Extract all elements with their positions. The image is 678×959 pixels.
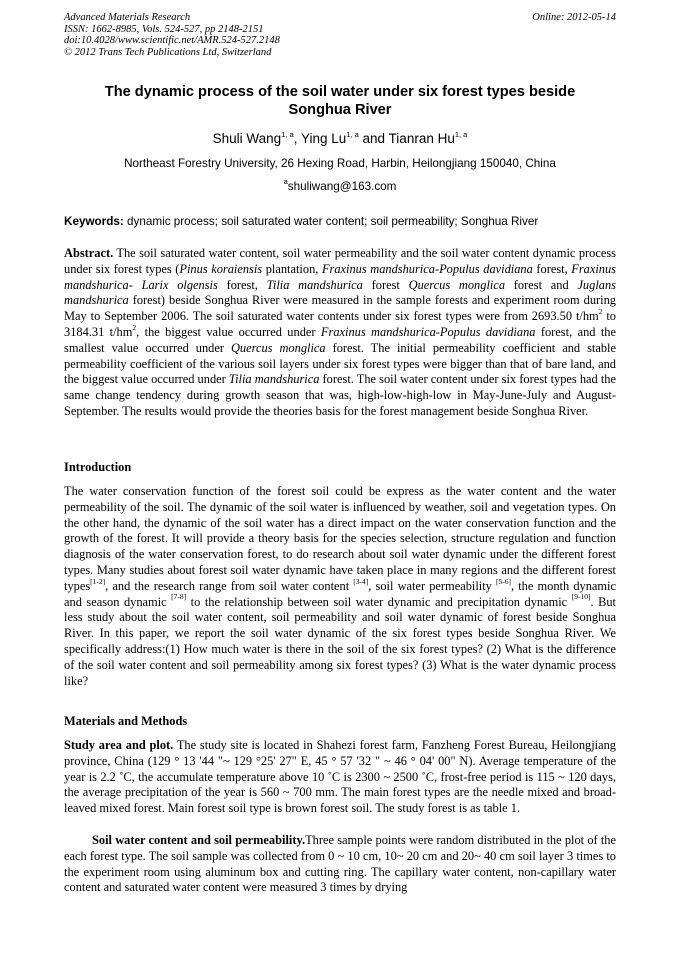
study-area-label: Study area and plot.: [64, 738, 174, 752]
methods-heading: Materials and Methods: [64, 714, 188, 728]
citation: [5-6]: [496, 576, 511, 586]
author-name: Ying Lu: [300, 131, 347, 146]
study-area-paragraph: Study area and plot. The study site is located in Shahezi forest farm, Fanzheng Forest Bureau, Heilongjiang province, China (129 ° 13 '44 "~ 129 °25' 27" E, 45 ° 57 '32 " ~ 46 ° 04' 00" N). Average temperature of the year is 2.2 ˚C, the accumulate temperature above 10 ˚C is 2300 ~ 2500 ˚C, frost-free period is 115 ~ 120 days, the average precipitation of the year is 560 ~ 700 mm. The main forest types are the needle mixed and broad-leaved mixed forest. Main forest soil type is brown forest soil. The study forest is as table 1.: [64, 738, 617, 816]
author-affiliation-mark: 1, a: [281, 129, 294, 139]
citation: [1-2]: [90, 576, 106, 586]
issn-line: ISSN: 1662-8985, Vols. 524-527, pp 2148-2151: [64, 23, 264, 35]
author-name: Tianran Hu: [388, 131, 455, 146]
copyright-line: © 2012 Trans Tech Publications Ltd, Switzerland: [64, 46, 272, 58]
online-date: Online: 2012-05-14: [532, 12, 616, 23]
citation: [7-8]: [171, 592, 187, 602]
author-list: Shuli Wang$^{1, a}$, Ying Lu$^{1, a}$ and Tianran Hu$^{1, a}$: [212, 129, 468, 146]
soil-water-paragraph: Soil water content and soil permeability.Three sample points were random distributed in the plot of the each forest type. The soil sample was collected from 0 ~ 10 cm, 10~ 20 cm and 20~ 40 cm soil layer 3 times to the experiment room using aluminum box and cutting ring. The capillary water content, non-capillary water content and saturated water content were measured 3 times by drying: [64, 833, 616, 895]
citation: [9-10]: [571, 592, 591, 602]
email-line: $^a$shuliwang@163.com: [283, 177, 397, 193]
paper-title: The dynamic process of the soil water under six forest types beside Songhua River: [104, 84, 576, 118]
abstract-paragraph: Abstract. The soil saturated water content, soil water permeability and the soil water content dynamic process under six forest types (Pinus koraiensis plantation, Fraxinus mandshurica-Populus davidiana forest, Fraxinus mandshurica- Larix olgensis forest, Tilia mandshurica forest Quercus monglica forest and Juglans mandshurica forest) beside Songhua River were measured in the sample forests and experiment room during May to September 2006. The soil saturated water contents under six forest types were from 2693.50 $t/hm^2$ to 3184.31 $t/hm^2$, the biggest value occurred under Fraxinus mandshurica-Populus davidiana forest, and the smallest value occurred under Quercus monglica forest. The initial permeability coefficient and stable permeability coefficient of the various soil layers under six forest types were bigger than that of bare land, and the biggest value occurred under Tilia mandshurica forest. The soil water content under six forest types had the same change tendency during growth season that was, high-low-high-low in May-June-July and August-September. The results would provide the theories basis for the forest management beside Songhua River.: [64, 246, 616, 418]
keywords-text: dynamic process; soil saturated water content; soil permeability; Songhua River: [123, 215, 539, 228]
author-name: Shuli Wang: [212, 131, 282, 146]
author-affiliation-mark: 1, a: [346, 129, 359, 139]
citation: [3-4]: [353, 576, 369, 586]
introduction-heading: Introduction: [64, 460, 132, 474]
journal-header: [64, 12, 616, 58]
affiliation: Northeast Forestry University, 26 Hexing Road, Harbin, Heilongjiang 150040, China: [124, 157, 556, 170]
introduction-paragraph: The water conservation function of the forest soil could be express as the water content and the water permeability of the soil. The dynamic of the soil water is influenced by weather, soil and vegetation types. On the other hand, the dynamic of the soil water has a direct impact on the water conservation function and the growth of the forest. It will provide a theory basis for the species selection, structure regulation and function diagnosis of the water conservation forest, to do research about soil water dynamic under the different forest types. Many studies about forest soil water dynamic have taken place in many regions and the different forest types[1-2], and the research range from soil water content [3-4], soil water permeability [5-6], the month dynamic and season dynamic [7-8] to the relationship between soil water dynamic and precipitation dynamic [9-10]. But less study about the soil water content, soil permeability and soil water dynamic of forest beside Songhua River. In this paper, we report the soil water dynamic of the six forest types beside Songhua River. We specifically address:(1) How much water is there in the soil of the six forest types? (2) What is the difference of the soil water content and soil permeability among six forest types? (3) What is the water dynamic process like?: [64, 484, 616, 688]
journal-name: Advanced Materials Research: [64, 12, 191, 23]
doi-line[interactable]: doi:10.4028/www.scientific.net/AMR.524-527.2148: [64, 35, 280, 46]
email-address[interactable]: shuliwang@163.com: [287, 180, 397, 193]
soil-water-label: Soil water content and soil permeability.: [92, 833, 306, 847]
author-affiliation-mark: 1, a: [454, 129, 468, 139]
keywords-label: Keywords:: [64, 215, 124, 228]
keywords: [64, 215, 616, 229]
abstract-label: Abstract.: [64, 246, 114, 260]
